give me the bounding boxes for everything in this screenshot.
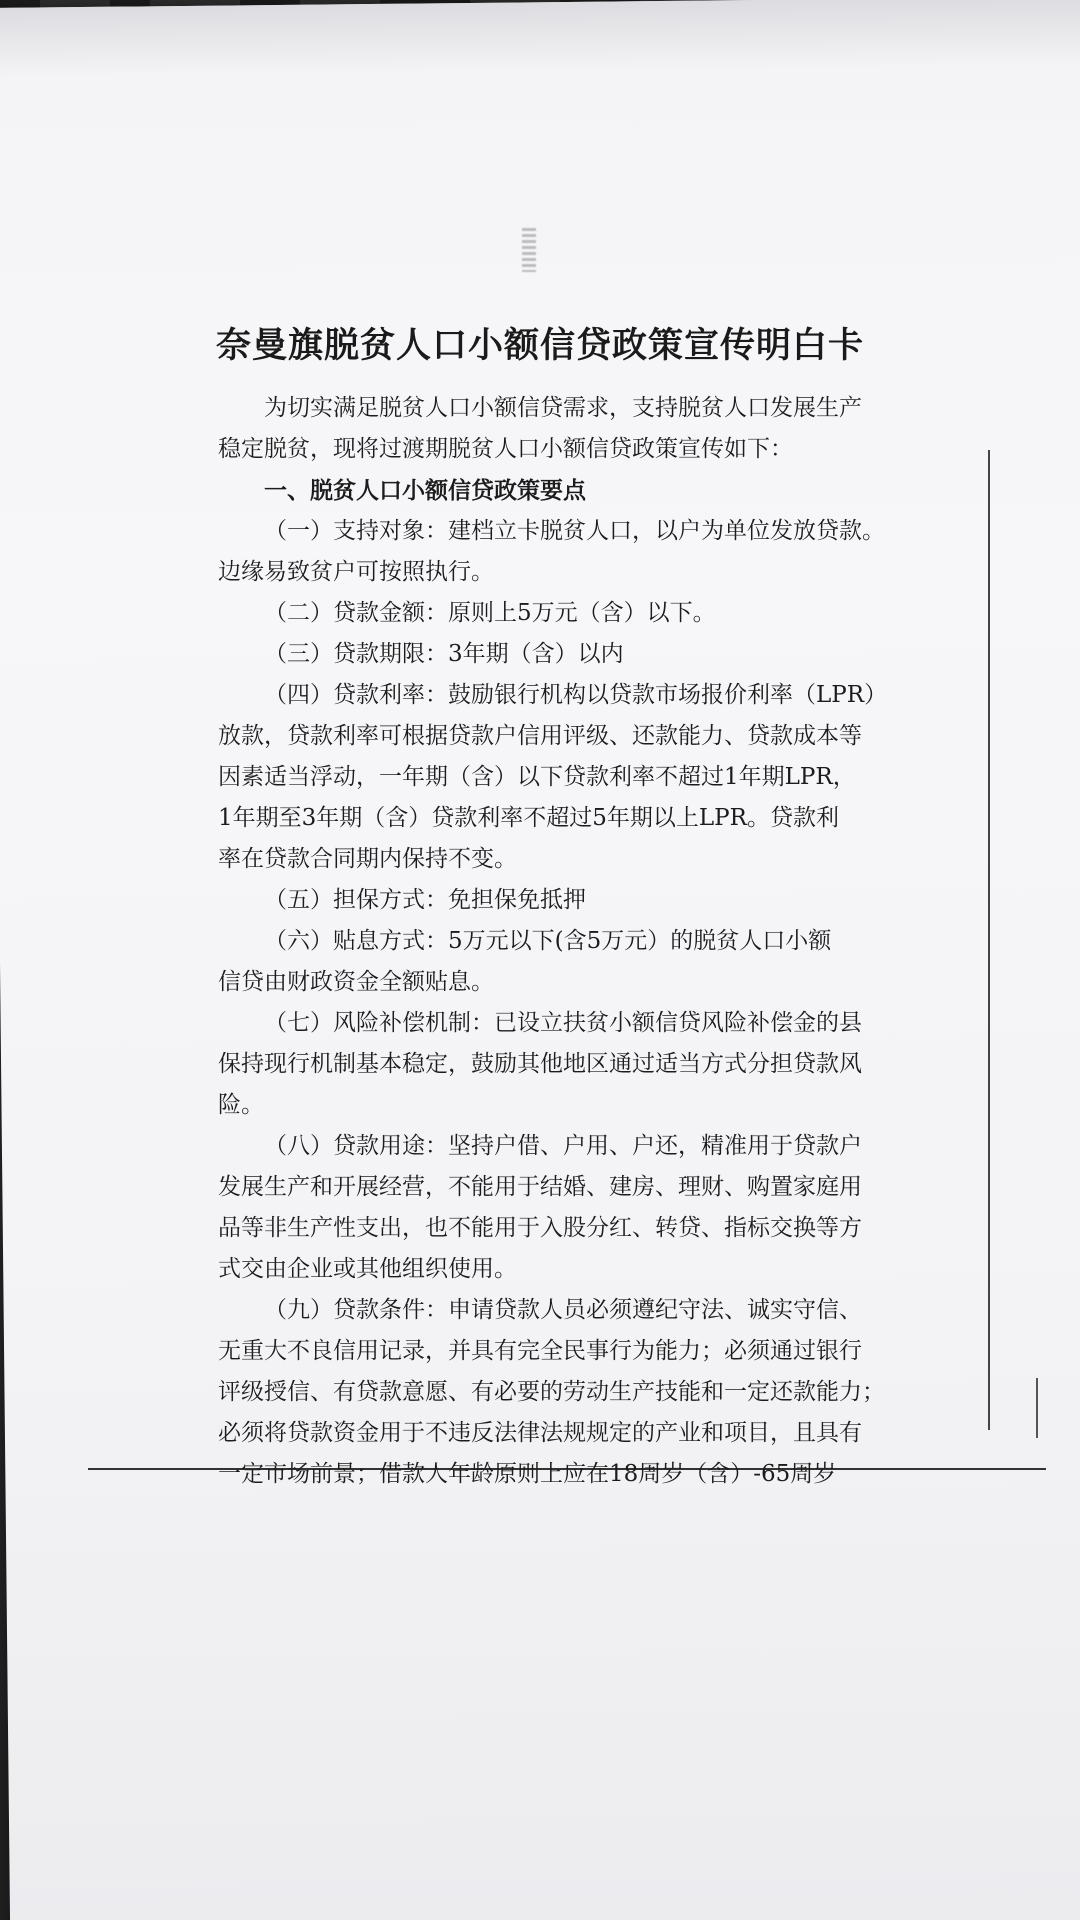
paragraph-line: 边缘易致贫户可按照执行。 — [218, 559, 494, 585]
paragraph-line: 信贷由财政资金全额贴息。 — [218, 969, 494, 995]
paragraph-line: （九）贷款条件：申请贷款人员必须遵纪守法、诚实守信、 — [264, 1297, 862, 1323]
paragraph-line: （四）贷款利率：鼓励银行机构以贷款市场报价利率（LPR） — [264, 682, 888, 708]
underlying-page-edge — [988, 450, 990, 1430]
paper-fold-shadow — [0, 0, 1080, 78]
document-title: 奈曼旗脱贫人口小额信贷政策宣传明白卡 — [215, 325, 864, 366]
paragraph-line: 1年期至3年期（含）贷款利率不超过5年期以上LPR。贷款利 — [218, 805, 839, 831]
paragraph-line: （五）担保方式：免担保免抵押 — [264, 887, 586, 913]
paragraph-line: （七）风险补偿机制：已设立扶贫小额信贷风险补偿金的县 — [264, 1010, 862, 1036]
underlying-page-edge — [1036, 1378, 1038, 1438]
staple-mark — [522, 228, 536, 272]
paragraph-line: （一）支持对象：建档立卡脱贫人口，以户为单位发放贷款。 — [264, 518, 885, 544]
paragraph-line: 为切实满足脱贫人口小额信贷需求，支持脱贫人口发展生产 — [264, 395, 862, 421]
paragraph-line: （三）贷款期限：3年期（含）以内 — [264, 641, 624, 667]
paragraph-line: 稳定脱贫，现将过渡期脱贫人口小额信贷政策宣传如下： — [218, 436, 793, 462]
paragraph-line: 品等非生产性支出，也不能用于入股分红、转贷、指标交换等方 — [218, 1215, 862, 1241]
paragraph-line: 率在贷款合同期内保持不变。 — [218, 846, 517, 872]
paragraph-line: （六）贴息方式：5万元以下(含5万元）的脱贫人口小额 — [264, 928, 832, 954]
paragraph-line: 评级授信、有贷款意愿、有必要的劳动生产技能和一定还款能力； — [218, 1379, 885, 1405]
paragraph-line: 必须将贷款资金用于不违反法律法规规定的产业和项目，且具有 — [218, 1420, 862, 1446]
paragraph-line: 式交由企业或其他组织使用。 — [218, 1256, 517, 1282]
paragraph-line: 一定市场前景；借款人年龄原则上应在18周岁（含）-65周岁 — [218, 1461, 837, 1487]
paragraph-line: 放款，贷款利率可根据贷款户信用评级、还款能力、贷款成本等 — [218, 723, 862, 749]
paragraph-line: 无重大不良信用记录，并具有完全民事行为能力；必须通过银行 — [218, 1338, 862, 1364]
document-body — [218, 388, 938, 1495]
section-heading: 一、脱贫人口小额信贷政策要点 — [264, 477, 586, 504]
paragraph-line: 发展生产和开展经营，不能用于结婚、建房、理财、购置家庭用 — [218, 1174, 862, 1200]
paragraph-line: （八）贷款用途：坚持户借、户用、户还，精准用于贷款户 — [264, 1133, 862, 1159]
paragraph-line: 保持现行机制基本稳定，鼓励其他地区通过适当方式分担贷款风 — [218, 1051, 862, 1077]
paragraph-line: 险。 — [218, 1092, 264, 1118]
paragraph-line: 因素适当浮动，一年期（含）以下贷款利率不超过1年期LPR， — [218, 764, 856, 790]
paragraph-line: （二）贷款金额：原则上5万元（含）以下。 — [264, 600, 716, 626]
